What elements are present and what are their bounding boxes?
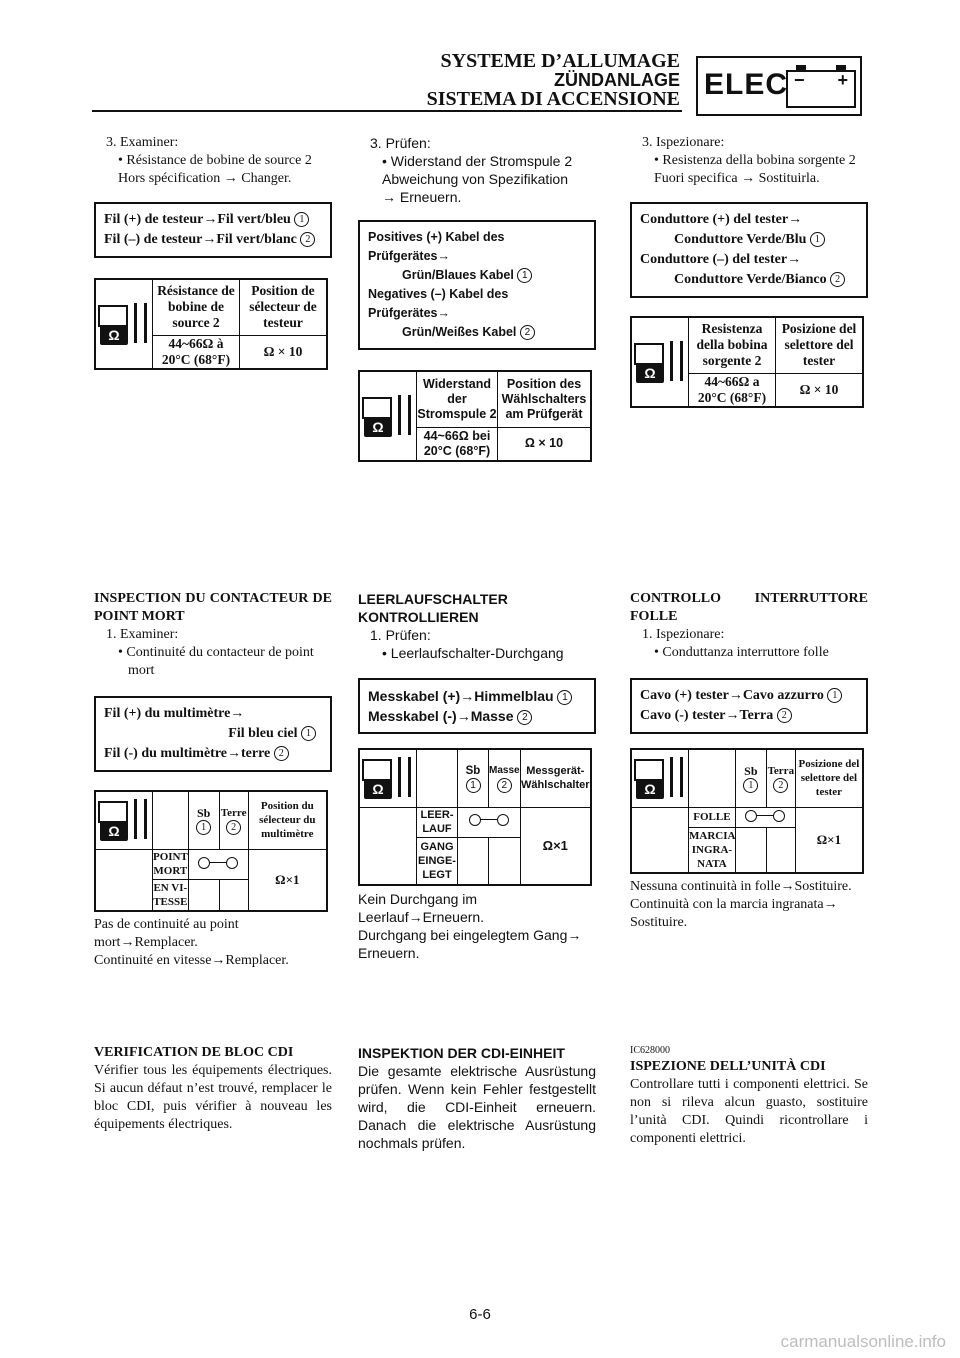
de-cdi-text: Die gesamte elektrische Ausrüstung prüfen. Wenn kein Fehler festgestellt wird, die CDI-Einheit erneuern. Danach die elektrische Ausrüstung nochmals prüfen. <box>358 1063 596 1151</box>
it-step: 1. Ispezionare: <box>642 627 725 642</box>
de-note: Durchgang bei eingelegtem Gang→ Erneuern. <box>358 927 582 961</box>
page-header <box>427 52 680 109</box>
it-note: Nessuna continuità in folle→Sostituire. <box>630 879 852 894</box>
de-bullet: • Widerstand der Stromspule 2 <box>382 153 573 169</box>
de-cdi-title: INSPEKTION DER CDI-EINHEIT <box>358 1045 565 1061</box>
it-note: Continuità con la marcia ingranata→ Sostituire. <box>630 897 838 930</box>
header-title-it: SISTEMA DI ACCENSIONE <box>426 88 680 110</box>
table-header: Résistance de bobine de source 2 <box>153 279 240 335</box>
marker-1: 1 <box>294 212 309 227</box>
it-lead-box: Cavo (+) tester→Cavo azzurro 1 Cavo (-) tester→Terra 2 <box>630 678 868 734</box>
de-neutral-title: LEERLAUFSCHALTER KONTROLLIEREN <box>358 591 508 625</box>
fr-bullet: • Continuité du contacteur de point mort <box>118 645 314 678</box>
it-note: Fuori specifica → Sostituirla. <box>654 171 820 186</box>
de-note: → Erneuern. <box>382 189 462 205</box>
table-cell: Ω × 10 <box>240 335 328 369</box>
it-resistance-table: Ω Resistenza della bobina sorgente 2 Posizione del selettore del tester 44~66Ω a 20°C (68°F) Ω × 10 <box>630 316 864 408</box>
multimeter-icon: Ω <box>95 279 153 369</box>
fr-resistance-table <box>94 278 328 370</box>
fr-cdi-section <box>94 1044 332 1134</box>
de-source-coil-section <box>358 134 596 462</box>
it-bullet: • Resistenza della bobina sorgente 2 <box>654 153 856 168</box>
it-source-coil-section <box>630 134 868 408</box>
de-cdi-section <box>358 1044 596 1152</box>
de-continuity-table: Ω Sb 1 Masse 2 Messgerät-Wählschalter LEER-LAUF Ω×1 GANG EINGE-LEGT <box>358 748 592 886</box>
fr-lead-box: Fil (+) du multimètre→ Fil bleu ciel 1 Fil (-) du multimètre→terre 2 <box>94 696 332 772</box>
multimeter-icon: Ω <box>359 371 417 461</box>
table-header: Position de sélecteur de testeur <box>240 279 328 335</box>
it-cdi-text: Controllare tutti i componenti elettrici. Se non si rileva alcun guasto, sostituire l’unità CDI. Quindi ricontrollare i componenti elettrici. <box>630 1077 868 1146</box>
fr-neutral-switch-section <box>94 590 332 970</box>
page-number: 6-6 <box>469 1306 491 1323</box>
table-cell: 44~66Ω à 20°C (68°F) <box>153 335 240 369</box>
it-lead-box: Conduttore (+) del tester→ Conduttore Verde/Blu 1 Conduttore (–) del tester→ Conduttore Verde/Bianco 2 <box>630 202 868 298</box>
it-cdi-section <box>630 1044 868 1148</box>
battery-icon: − + <box>786 70 856 108</box>
it-neutral-switch-section <box>630 590 868 932</box>
multimeter-icon: Ω <box>631 317 689 407</box>
fr-lead-box: Fil (+) de testeur→Fil vert/bleu 1 Fil (–) de testeur→Fil vert/blanc 2 <box>94 202 332 258</box>
header-rule <box>92 110 682 112</box>
de-bullet: • Leerlaufschalter-Durchgang <box>382 645 564 661</box>
fr-neutral-title: INSPECTION DU CONTACTEUR DE POINT MORT <box>94 591 332 624</box>
fr-continuity-table: Ω Sb 1 Terre 2 Position du sélecteur du multimètre POINT MORT Ω×1 EN VI-TESSE <box>94 790 328 912</box>
de-note: Abweichung von Spezifikation <box>382 171 569 187</box>
section-badge <box>696 56 862 116</box>
de-step: 1. Prüfen: <box>370 627 431 643</box>
de-note: Kein Durchgang im Leerlauf→Erneuern. <box>358 891 485 925</box>
multimeter-icon: Ω <box>359 749 417 807</box>
de-neutral-switch-section <box>358 590 596 962</box>
header-title-fr: SYSTEME D’ALLUMAGE <box>440 50 680 72</box>
it-cdi-title: ISPEZIONE DELL’UNITÀ CDI <box>630 1059 826 1074</box>
multimeter-icon: Ω <box>95 791 153 849</box>
de-resistance-table: Ω Widerstand der Stromspule 2 Position des Wählschalters am Prüfgerät 44~66Ω bei 20°C (68°F) Ω × 10 <box>358 370 592 462</box>
it-cdi-code: IC628000 <box>630 1045 670 1056</box>
fr-source-coil-section <box>94 134 332 370</box>
marker-2: 2 <box>300 232 315 247</box>
it-continuity-table: Ω Sb 1 Terra 2 Posizione del selettore del tester FOLLE Ω×1 MARCIA INGRA-NATA <box>630 748 864 874</box>
fr-cdi-text: Vérifier tous les équipements électriques. Si aucun défaut n’est trouvé, remplacer le bloc CDI, puis vérifier à nouveau les équipements électriques. <box>94 1063 332 1132</box>
header-title-de: ZÜNDANLAGE <box>554 70 680 90</box>
continuity-symbol <box>198 857 238 869</box>
watermark: carmanualsonline.info <box>780 1332 946 1351</box>
de-lead-box: Positives (+) Kabel des Prüfgerätes→ Grün/Blaues Kabel 1 Negatives (–) Kabel des Prüfgerätes→ Grün/Weißes Kabel 2 <box>358 220 596 350</box>
fr-step: 3. Examiner: <box>106 135 179 150</box>
de-lead-box: Messkabel (+)→Himmelblau 1 Messkabel (-)→Masse 2 <box>358 678 596 734</box>
it-bullet: • Conduttanza interruttore folle <box>654 645 829 660</box>
de-step: 3. Prüfen: <box>370 135 431 151</box>
section-label: ELEC <box>704 68 789 101</box>
fr-note: Continuité en vitesse→Remplacer. <box>94 953 289 968</box>
fr-cdi-title: VERIFICATION DE BLOC CDI <box>94 1045 294 1060</box>
it-step: 3. Ispezionare: <box>642 135 725 150</box>
multimeter-icon: Ω <box>631 749 689 807</box>
it-neutral-title: CONTROLLO INTERRUTTORE FOLLE <box>630 591 868 624</box>
fr-step: 1. Examiner: <box>106 627 179 642</box>
fr-note: Hors spécification → Changer. <box>118 171 292 186</box>
fr-bullet: • Résistance de bobine de source 2 <box>118 153 312 168</box>
fr-note: Pas de continuité au point mort→Remplacer. <box>94 917 239 950</box>
